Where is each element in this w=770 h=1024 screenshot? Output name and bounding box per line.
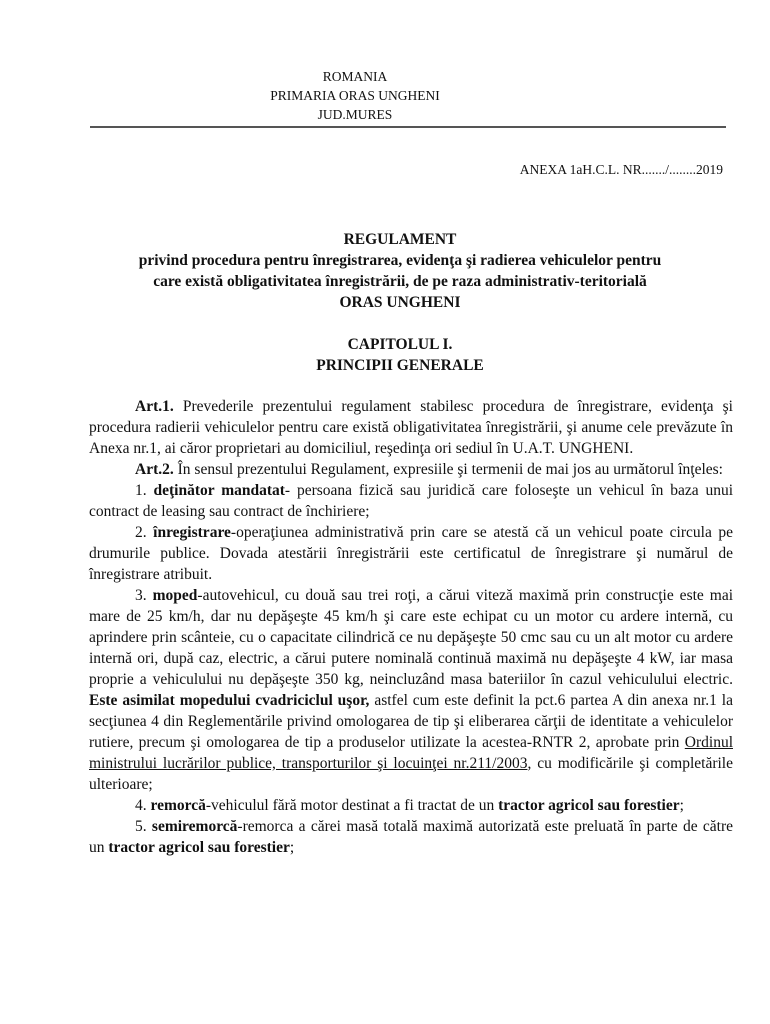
- header-country: ROMANIA: [322, 69, 388, 84]
- title-line-3: care există obligativitatea înregistrării, de pe raza administrativ-teritorială: [153, 273, 647, 290]
- chapter-number: CAPITOLUL I.: [347, 336, 453, 353]
- article-2-label: Art.2.: [135, 461, 174, 478]
- definition-5-text: -remorca a cărei masă totală maximă autorizată este preluată în parte de către un: [89, 818, 733, 856]
- header-divider: [90, 126, 726, 128]
- title-line-4: ORAS UNGHENI: [339, 294, 461, 311]
- header-institution: PRIMARIA ORAS UNGHENI: [270, 88, 440, 103]
- document-body: [89, 396, 733, 858]
- definition-5: [89, 816, 733, 858]
- chapter-heading: [60, 334, 740, 376]
- definition-5-text-2: ;: [289, 839, 295, 856]
- definition-5-term: semiremorcă: [151, 818, 238, 835]
- definition-4-text: -vehiculul fără motor destinat a fi tractat de un: [205, 797, 499, 814]
- definition-4-tractor: tractor agricol sau forestier: [498, 797, 680, 814]
- definition-1-term: deţinător mandatat: [153, 482, 285, 499]
- definition-2-term: înregistrare: [153, 524, 231, 541]
- definition-4-number: 4.: [135, 797, 151, 814]
- article-2: [89, 459, 733, 480]
- definition-2-text: -operaţiunea administrativă prin care se atestă că un vehicul poate circula pe drumurile publice. Dovada atestării înregistrării este certificatul de înregistrare şi numărul de înregistrare atribuit.: [89, 524, 733, 583]
- annex-reference: ANEXA 1aH.C.L. NR......./........2019: [519, 162, 723, 177]
- title-line-2: privind procedura pentru înregistrarea, evidenţa şi radierea vehiculelor pentru: [138, 252, 662, 269]
- definition-5-tractor: tractor agricol sau forestier: [108, 839, 290, 856]
- definition-5-number: 5.: [135, 818, 152, 835]
- definition-3-text: -autovehicul, cu două sau trei roţi, a cărui viteză maximă prin construcţie este mai mare de 25 km/h, dar nu depăşeşte 45 km/h şi care este echipat cu un motor cu ardere internă, cu aprindere prin scânteie, cu o capacitate cilindrică ce nu depăşeşte 50 cmc sau cu un alt motor cu ardere internă ori, după caz, electric, a cărui putere nominală continuă maximă nu depăşeşte 4 kW, iar masa proprie a vehiculului nu depăşeşte 350 kg, neincluzând masa bateriilor în cazul vehiculului electric.: [89, 587, 734, 688]
- definition-1-text: - persoana fizică sau juridică care foloseşte un vehicul în baza unui contract de leasing sau contract de închiriere;: [89, 482, 734, 520]
- definition-1: [89, 480, 733, 522]
- article-1-text: Prevederile prezentului regulament stabilesc procedura de înregistrare, evidenţa şi procedura radierii vehiculelor pentru care există obligativitatea înregistrării, şi anume cele prevăzute în Anexa nr.1, ai căror proprietari au domiciliul, reşedinţa ori sediul în U.A.T. UNGHENI.: [89, 398, 733, 457]
- definition-3-text-2: astfel cum este definit la pct.6 partea A din anexa nr.1 la secţiunea 4 din Reglementările privind omologarea de tip şi eliberarea cărţii de identitate a vehiculelor rutiere, precum şi omologarea de tip a produselor utilizate la acestea-RNTR 2, aprobate prin: [89, 692, 733, 751]
- definition-4-term: remorcă: [150, 797, 206, 814]
- document-header: [0, 67, 710, 124]
- header-county: JUD.MURES: [317, 107, 393, 122]
- definition-4-text-2: ;: [679, 797, 684, 814]
- definition-3-text-3: , cu modificările şi completările ulterioare;: [89, 755, 733, 793]
- title-line-1: REGULAMENT: [343, 231, 457, 248]
- definition-3: [89, 585, 733, 795]
- definition-4: [89, 795, 733, 816]
- chapter-name: PRINCIPII GENERALE: [316, 357, 484, 374]
- definition-2-number: 2.: [135, 524, 154, 541]
- document-title: [60, 229, 740, 313]
- definition-2: [89, 522, 733, 585]
- definition-1-number: 1.: [135, 482, 154, 499]
- order-reference-link[interactable]: Ordinul ministrului lucrărilor publice, transporturilor şi locuinţei nr.211/2003: [89, 734, 733, 772]
- definition-3-number: 3.: [135, 587, 153, 604]
- definition-3-term: moped: [152, 587, 198, 604]
- article-2-text: În sensul prezentului Regulament, expresiile şi termenii de mai jos au următorul înţeles:: [173, 461, 723, 478]
- definition-3-assimilation: Este asimilat mopedului cvadriciclul uşor,: [89, 692, 370, 709]
- article-1-label: Art.1.: [135, 398, 174, 415]
- article-1: [89, 396, 733, 459]
